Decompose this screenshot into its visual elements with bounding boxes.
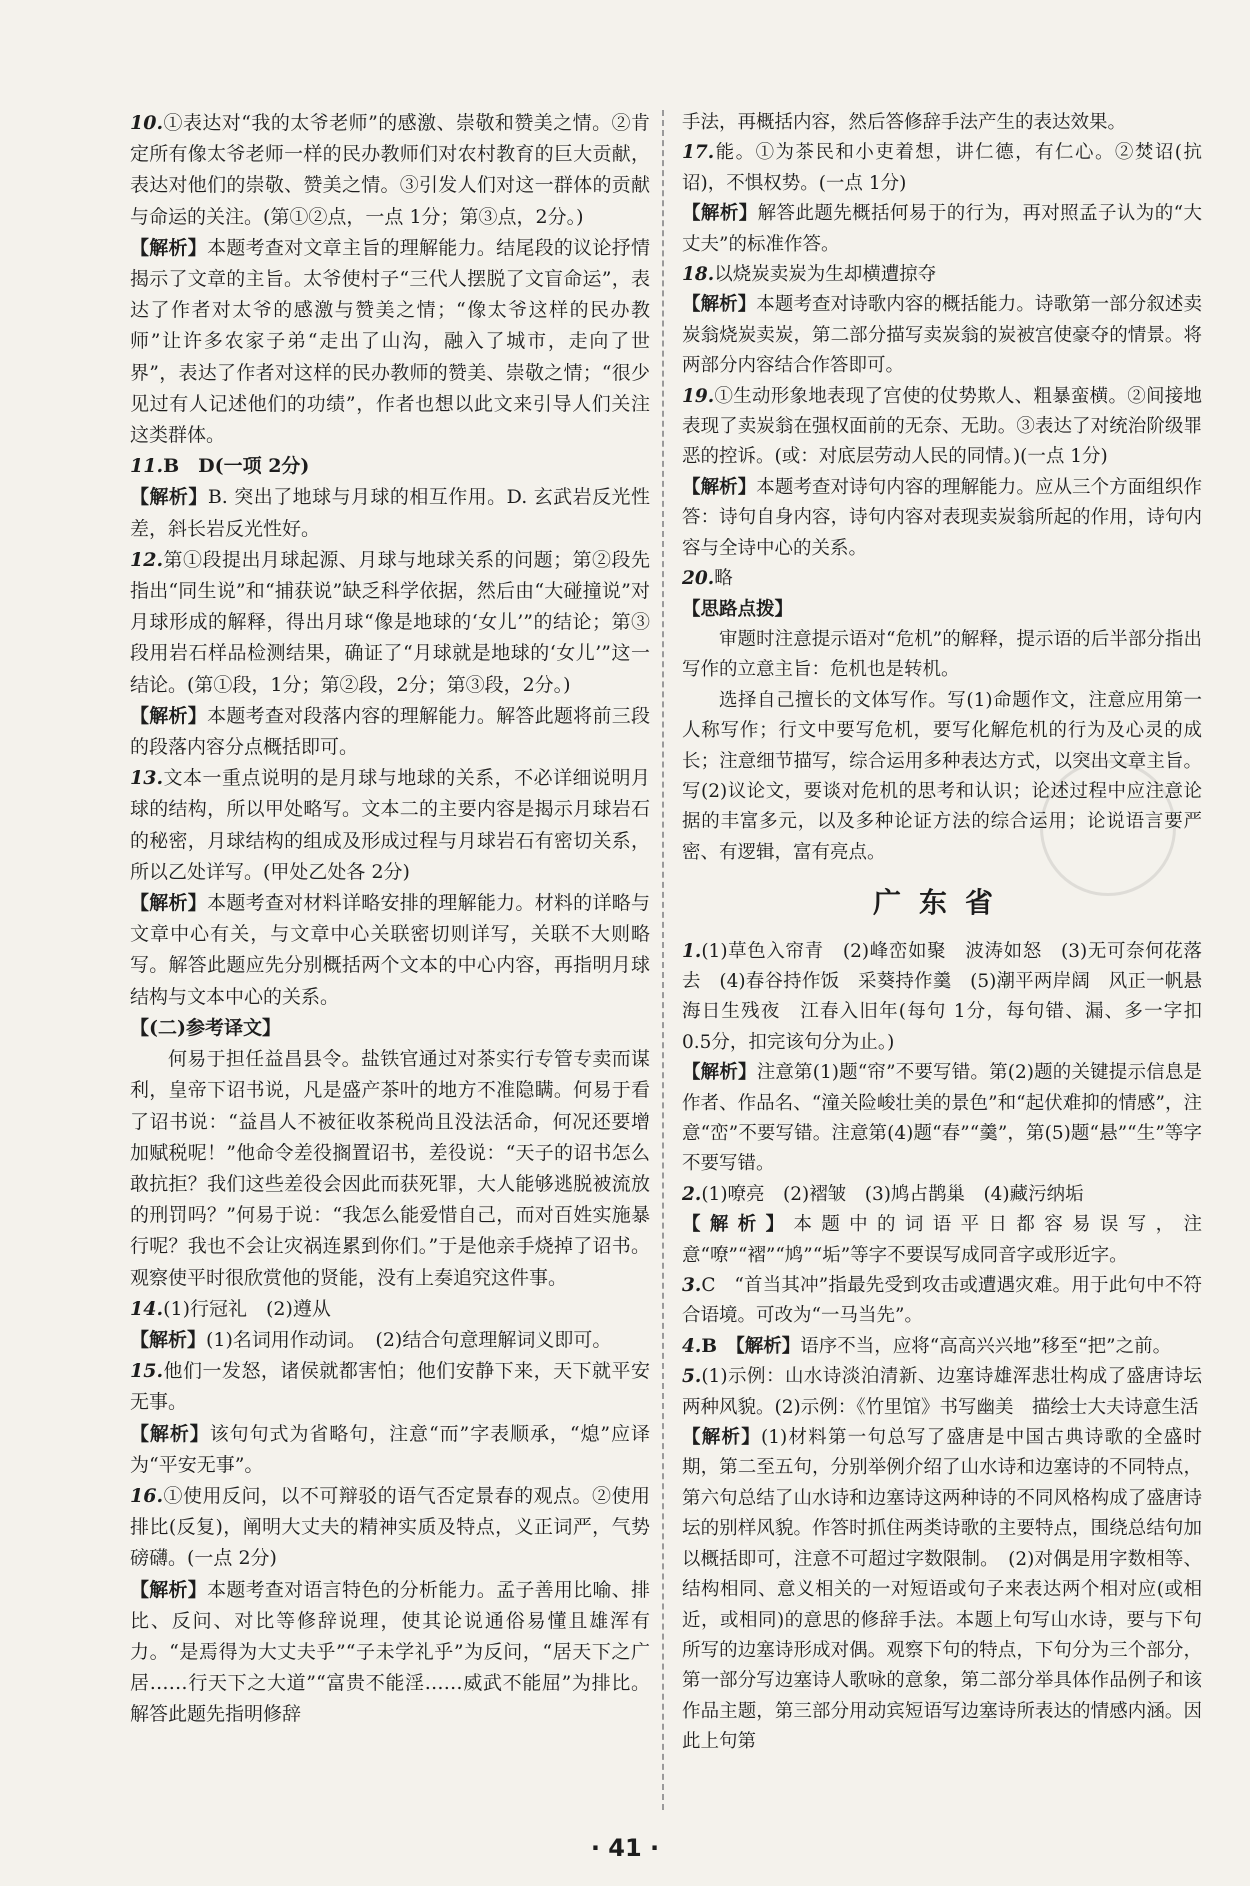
answer-16 [130,1481,650,1575]
question-number: 1. [682,940,702,962]
answer-g3 [682,1271,1202,1332]
answer-text: 他们一发怒，诸侯就都害怕；他们安静下来，天下就平安无事。 [130,1360,650,1414]
answer-g5 [682,1362,1202,1423]
analysis-g1 [682,1058,1202,1180]
analysis-text: 本题考查对诗歌内容的概括能力。诗歌第一部分叙述卖炭翁烧炭卖炭，第二部分描写卖炭翁的炭被宫使豪夺的情景。将两部分内容结合作答即可。 [682,294,1202,377]
answer-text: ①生动形象地表现了宫使的仗势欺人、粗暴蛮横。②间接地表现了卖炭翁在强权面前的无奈、无助。③表达了对统治阶级罪恶的控诉。(或：对底层劳动人民的同情。)(一点 1分) [682,385,1202,468]
question-number: 2. [682,1183,702,1205]
answer-g2 [682,1180,1202,1210]
analysis-14 [130,1325,650,1356]
analysis-text: 本题中的词语平日都容易误写，注意“嘹”“褶”“鸠”“垢”等字不要误写成同音字或形近字。 [682,1214,1202,1266]
analysis-text: 本题考查对诗句内容的理解能力。应从三个方面组织作答：诗句自身内容，诗句内容对表现卖炭翁所起的作用，诗句内容与全诗中心的关系。 [682,476,1202,559]
analysis-tag: 【解析】 [130,1328,207,1351]
answer-11 [130,451,650,482]
analysis-text: 本题考查对段落内容的理解能力。解答此题将前三段的段落内容分点概括即可。 [130,704,650,759]
analysis-text: 语序不当，应将“高高兴兴地”移至“把”之前。 [800,1335,1172,1357]
analysis-19 [682,473,1202,564]
analysis-tag: 【解析】 [682,476,757,498]
answer-14 [130,1294,650,1325]
tip-paragraph-2: 选择自己擅长的文体写作。写(1)命题作文，注意应用第一人称写作；行文中要写危机，要写化解危机的行为及心灵的成长；注意细节描写，综合运用多种表达方式，以突出文章主旨。写(2)议论文，要谈对危机的思考和认识；论述过程中应注意论据的丰富多元，以及多种论证方法的综合运用；论说语言要严密、有逻辑，富有亮点。 [682,689,1202,863]
tip-paragraph-1: 审题时注意提示语对“危机”的解释，提示语的后半部分指出写作的立意主旨：危机也是转机。 [682,628,1202,681]
answer-12 [130,545,650,701]
analysis-tag: 【解析】 [682,1214,794,1236]
analysis-18 [682,290,1202,381]
answer-15 [130,1356,650,1418]
analysis-text: (1)名词用作动词。 (2)结合句意理解词义即可。 [206,1328,612,1351]
question-number: 13. [130,767,164,790]
answer-text: ①表达对“我的太爷老师”的感激、崇敬和赞美之情。②肯定所有像太爷老师一样的民办教师们对农村教育的巨大贡献，表达对他们的崇敬、赞美之情。③引发人们对这一群体的贡献与命运的关注。(第①②点，一点 1分；第③点，2分。) [130,112,650,228]
answer-text: 以烧炭卖炭为生却横遭掠夺 [714,264,937,286]
analysis-g2 [682,1210,1202,1271]
analysis-tag: 【解析】 [682,203,758,225]
analysis-text: 注意第(1)题“帘”不要写错。第(2)题的关键提示信息是作者、作品名、“潼关险峻壮美的景色”和“起伏难抑的情感”，注意“峦”不要写错。注意第(4)题“春”“羹”，第(5)题“悬”“生”等字不要写错。 [682,1062,1202,1175]
analysis-16 [130,1575,650,1731]
analysis-tag: 【解析】 [130,1578,208,1601]
question-number: 17. [682,142,715,164]
analysis-11 [130,482,650,544]
answer-text: (1)行冠礼 (2)遵从 [163,1297,331,1320]
tip-tag: 【思路点拨】 [682,598,794,620]
analysis-15 [130,1419,650,1481]
answer-17 [682,138,1202,199]
answer-text: 略 [714,568,733,590]
analysis-16-continued: 手法，再概括内容，然后答修辞手法产生的表达效果。 [682,112,1127,133]
question-number: 14. [130,1297,164,1320]
question-number: 12. [130,548,164,571]
analysis-text: 本题考查对文章主旨的理解能力。结尾段的议论抒情揭示了文章的主旨。太爷使村子“三代人摆脱了文盲命运”，表达了作者对太爷的感激与赞美之情；“像太爷这样的民办教师”让许多农家子弟“走出了山沟，融入了城市，走向了世界”，表达了作者对这样的民办教师的赞美、崇敬之情；“很少见过有人记述他们的功绩”，作者也想以此文来引导人们关注这类群体。 [130,236,650,447]
left-column [130,108,650,1731]
question-number: 5. [682,1366,702,1388]
analysis-text: 本题考查对语言特色的分析能力。孟子善用比喻、排比、反问、对比等修辞说理，使其论说通俗易懂且雄浑有力。“是焉得为大丈夫乎”“子未学礼乎”为反问，“居天下之广居……行天下之大道”“富贵不能淫……威武不能屈”为排比。解答此题先指明修辞 [130,1578,650,1726]
analysis-10 [130,233,650,451]
analysis-17 [682,199,1202,260]
answer-text: C “首当其冲”指最先受到攻击或遭遇灾难。用于此句中不符合语境。可改为“一马当先”。 [682,1275,1202,1327]
analysis-tag: 【解析】 [735,1335,801,1357]
analysis-g5 [682,1423,1202,1757]
analysis-tag: 【解析】 [130,236,208,259]
analysis-tag: 【解析】 [682,1427,762,1449]
answer-19 [682,382,1202,473]
watermark [377,1739,399,1792]
analysis-tag: 【解析】 [130,892,208,915]
analysis-text: 该句句式为省略句，注意“而”字表顺承，“熄”应译为“平安无事”。 [130,1422,650,1476]
analysis-tag: 【解析】 [130,486,208,509]
answer-text: B [701,1335,736,1357]
answer-text: (1)嘹亮 (2)褶皱 (3)鸠占鹊巢 (4)藏污纳垢 [701,1183,1084,1205]
answer-text: (1)示例：山水诗淡泊清新、边塞诗雄浑悲壮构成了盛唐诗坛两种风貌。(2)示例：《竹里馆》书写幽美 描绘士大夫诗意生活 [682,1366,1202,1418]
translation-title [130,1013,650,1044]
analysis-text: (1)材料第一句总写了盛唐是中国古典诗歌的全盛时期，第二至五句，分别举例介绍了山水诗和边塞诗的不同特点，第六句总结了山水诗和边塞诗这两种诗的不同风格构成了盛唐诗坛的别样风貌。作答时抓住两类诗歌的主要特点，围绕总结句加以概括即可，注意不可超过字数限制。 (2)对偶是用字数相等、结构相同、意义相关的一对短语或句子来表达两个相对应(或相近，或相同)的意思的修辞手法。本题上句写山水诗，要与下句所写的边塞诗形成对偶。观察下句的特点，下句分为三个部分，第一部分写边塞诗人歌咏的意象，第二部分举具体作品例子和该作品主题，第三部分用动宾短语写边塞诗所表达的情感内涵。因此上句第 [682,1427,1202,1753]
answer-g1 [682,937,1221,1059]
answer-20 [682,564,1202,594]
answer-g4 [682,1332,1202,1362]
translation-tag: 【(二)参考译文】 [130,1016,281,1039]
section-title: 广东省 [872,886,1011,920]
answer-10 [130,108,650,233]
right-column [682,108,1221,1758]
analysis-text: 解答此题先概括何易于的行为，再对照孟子认为的“大丈夫”的标准作答。 [682,203,1202,255]
column-divider [662,110,664,1810]
analysis-12 [130,701,650,763]
analysis-tag: 【解析】 [682,1062,757,1084]
analysis-tag: 【解析】 [130,704,208,727]
analysis-13 [130,888,650,1013]
top-stamp [505,8,725,30]
question-number: 3. [682,1275,702,1297]
answer-text: 能。①为茶民和小吏着想，讲仁德，有仁心。②焚诏(抗诏)，不惧权势。(一点 1分) [682,142,1202,194]
analysis-text: B. 突出了地球与月球的相互作用。D. 玄武岩反光性差，斜长岩反光性好。 [130,486,650,540]
question-number: 15. [130,1360,164,1383]
analysis-tag: 【解析】 [682,294,757,316]
answer-text: 第①段提出月球起源、月球与地球关系的问题；第②段先指出“同生说”和“捕获说”缺乏科学依据，然后由“大碰撞说”对月球形成的解释，得出月球“像是地球的‘女儿’”的结论；第③段用岩石样品检测结果，确证了“月球就是地球的‘女儿’”这一结论。(第①段，1分；第②段，2分；第③段，2分。) [130,548,650,696]
question-number: 4. [682,1335,702,1357]
answer-13 [130,763,650,888]
question-number: 16. [130,1484,164,1507]
question-number: 20. [682,568,715,590]
answer-18 [682,260,1202,290]
answer-text: B D(一项 2分) [163,455,310,478]
answer-text: (1)草色入帘青 (2)峰峦如聚 波涛如怒 (3)无可奈何花落去 (4)春谷持作饭 采葵持作羹 (5)潮平两岸阔 风正一帆悬 海日生残夜 江春入旧年(每句 1分，每句错、漏、多一字扣 0.5分，扣完该句分为止。) [682,940,1221,1053]
tip-20 [682,595,1202,625]
question-number: 11. [130,455,164,478]
question-number: 10. [130,112,164,134]
page-number: · 41 · [590,1834,660,1862]
question-number: 18. [682,264,715,286]
analysis-tag: 【解析】 [130,1422,210,1445]
answer-text: 文本一重点说明的是月球与地球的关系，不必详细说明月球的结构，所以甲处略写。文本二的主要内容是揭示月球岩石的秘密，月球结构的组成及形成过程与月球岩石有密切关系，所以乙处详写。(甲处乙处各 2分) [130,767,650,883]
analysis-text: 本题考查对材料详略安排的理解能力。材料的详略与文章中心有关，与文章中心关联密切则详写，关联不大则略写。解答此题应先分别概括两个文本的中心内容，再指明月球结构与文本中心的关系。 [130,892,650,1008]
answer-text: ①使用反问，以不可辩驳的语气否定景春的观点。②使用排比(反复)，阐明大丈夫的精神实质及特点，义正词严，气势磅礴。(一点 2分) [130,1484,650,1570]
translation-text: 何易于担任益昌县令。盐铁官通过对茶实行专管专卖而谋利，皇帝下诏书说，凡是盛产茶叶的地方不准隐瞒。何易于看了诏书说：“益昌人不被征收茶税尚且没法活命，何况还要增加赋税呢！”他命令差役搁置诏书，差役说：“天子的诏书怎么敢抗拒？我们这些差役会因此而获死罪，大人能够逃脱被流放的刑罚吗？”何易于说：“我怎么能爱惜自己，而对百姓实施暴行呢？我也不会让灾祸连累到你们。”于是他亲手烧掉了诏书。观察使平时很欣赏他的贤能，没有上奏追究这件事。 [130,1048,650,1289]
question-number: 19. [682,385,715,407]
